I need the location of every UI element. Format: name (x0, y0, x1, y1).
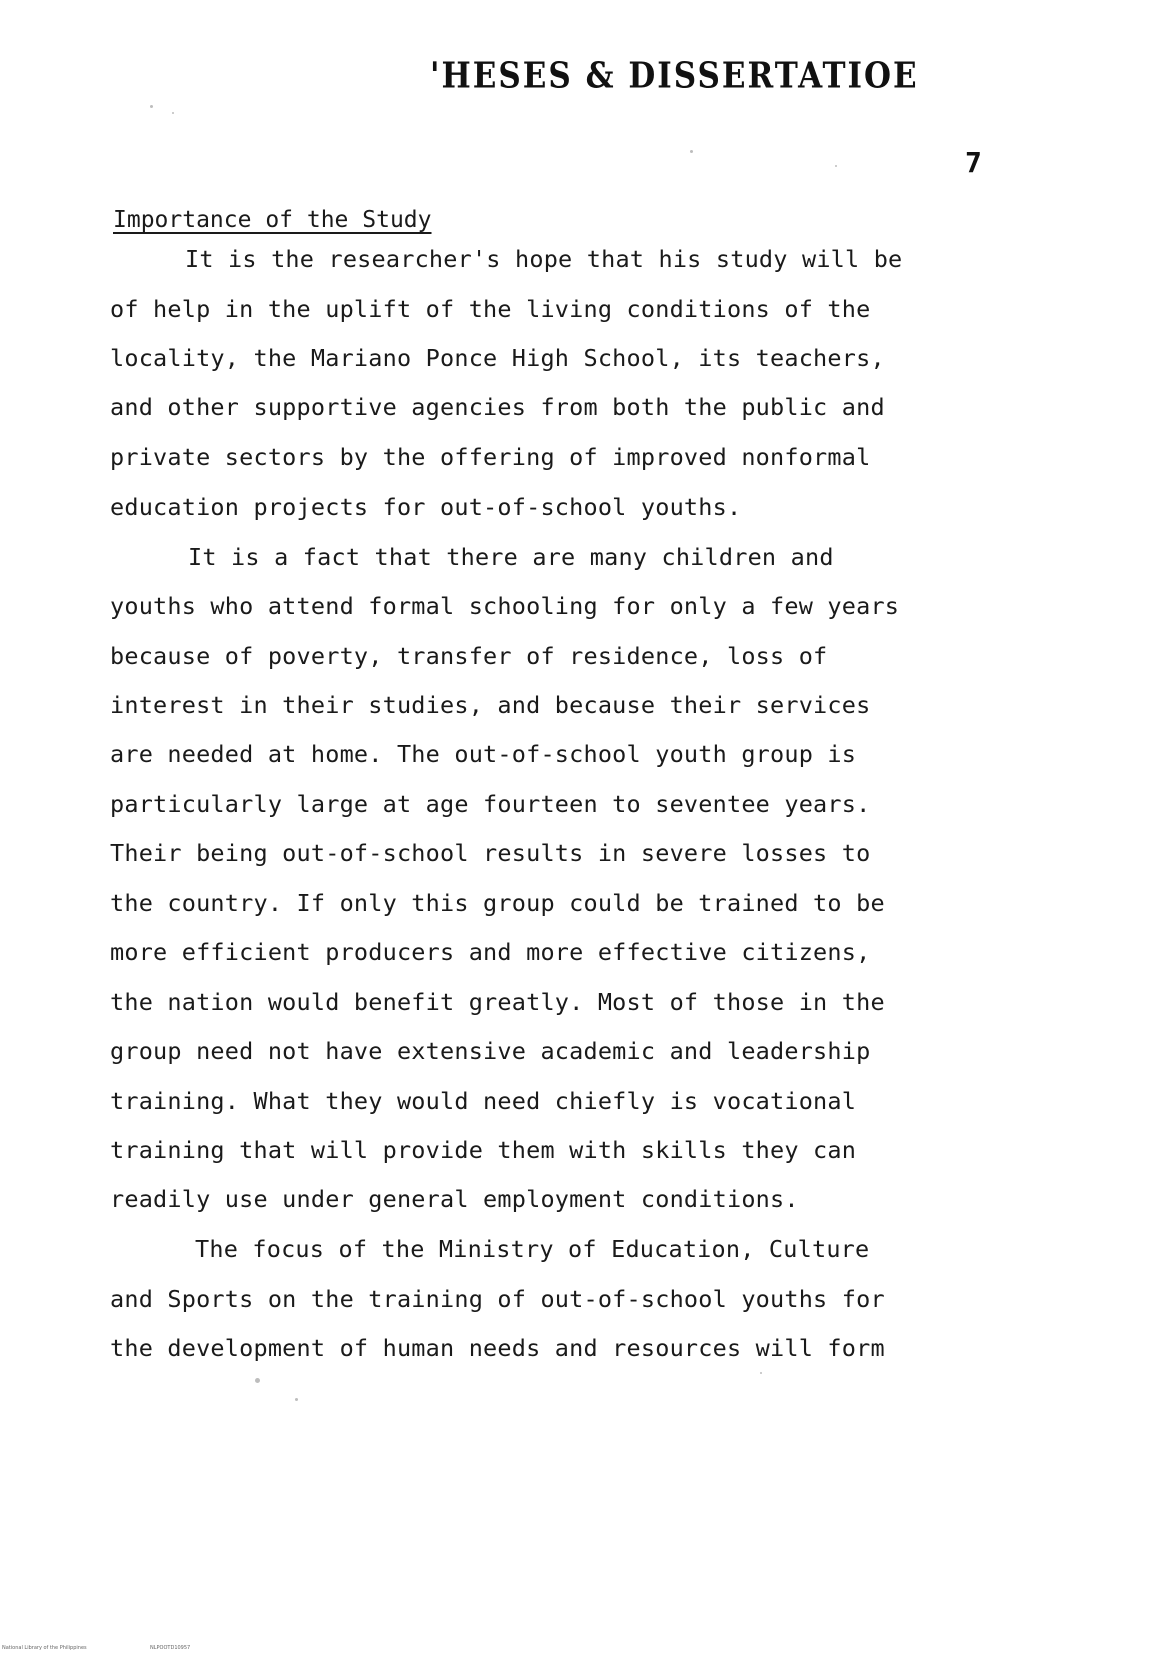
footer-library-note: National Library of the Philippines (2, 1645, 87, 1651)
scan-speck (172, 112, 174, 114)
body-line: Their being out-of-school results in severe losses to (110, 839, 871, 867)
body-line: education projects for out-of-school youths. (110, 493, 742, 521)
body-line: the development of human needs and resources will form (110, 1334, 885, 1362)
body-line: training that will provide them with skills they can (110, 1136, 857, 1164)
body-line: interest in their studies, and because their services (110, 691, 871, 719)
body-line: private sectors by the offering of improved nonformal (110, 443, 871, 471)
scan-speck (295, 1398, 298, 1401)
body-line: youths who attend formal schooling for only a few years (110, 592, 900, 620)
body-line: and other supportive agencies from both the public and (110, 393, 885, 421)
body-line: training. What they would need chiefly is vocational (110, 1087, 857, 1115)
body-line: are needed at home. The out-of-school youth group is (110, 740, 857, 768)
scan-speck (760, 1372, 762, 1374)
page-number: 7 (965, 146, 982, 179)
footer-file-note: NLPOOTD10957 (150, 1645, 191, 1651)
scan-speck (255, 1378, 260, 1383)
body-line: particularly large at age fourteen to seventee years. (110, 790, 871, 818)
body-line: more efficient producers and more effective citizens, (110, 938, 871, 966)
body-line: the country. If only this group could be trained to be (110, 889, 885, 917)
scan-speck (835, 165, 837, 167)
section-heading: Importance of the Study (113, 207, 432, 233)
body-line: group need not have extensive academic and leadership (110, 1037, 871, 1065)
body-line: It is a fact that there are many children and (188, 543, 834, 571)
body-line: The focus of the Ministry of Education, Culture (195, 1235, 870, 1263)
body-line: and Sports on the training of out-of-school youths for (110, 1285, 885, 1313)
body-line: the nation would benefit greatly. Most of those in the (110, 988, 885, 1016)
body-line: It is the researcher's hope that his study will be (185, 245, 903, 273)
body-line: of help in the uplift of the living conditions of the (110, 295, 871, 323)
scan-speck (150, 105, 153, 108)
body-line: because of poverty, transfer of residence, loss of (110, 642, 828, 670)
scan-speck (690, 150, 693, 153)
body-line: locality, the Mariano Ponce High School, its teachers, (110, 344, 885, 372)
body-line: readily use under general employment conditions. (110, 1185, 799, 1213)
theses-dissertation-stamp: 'HESES & DISSERTATIOE (430, 55, 919, 97)
